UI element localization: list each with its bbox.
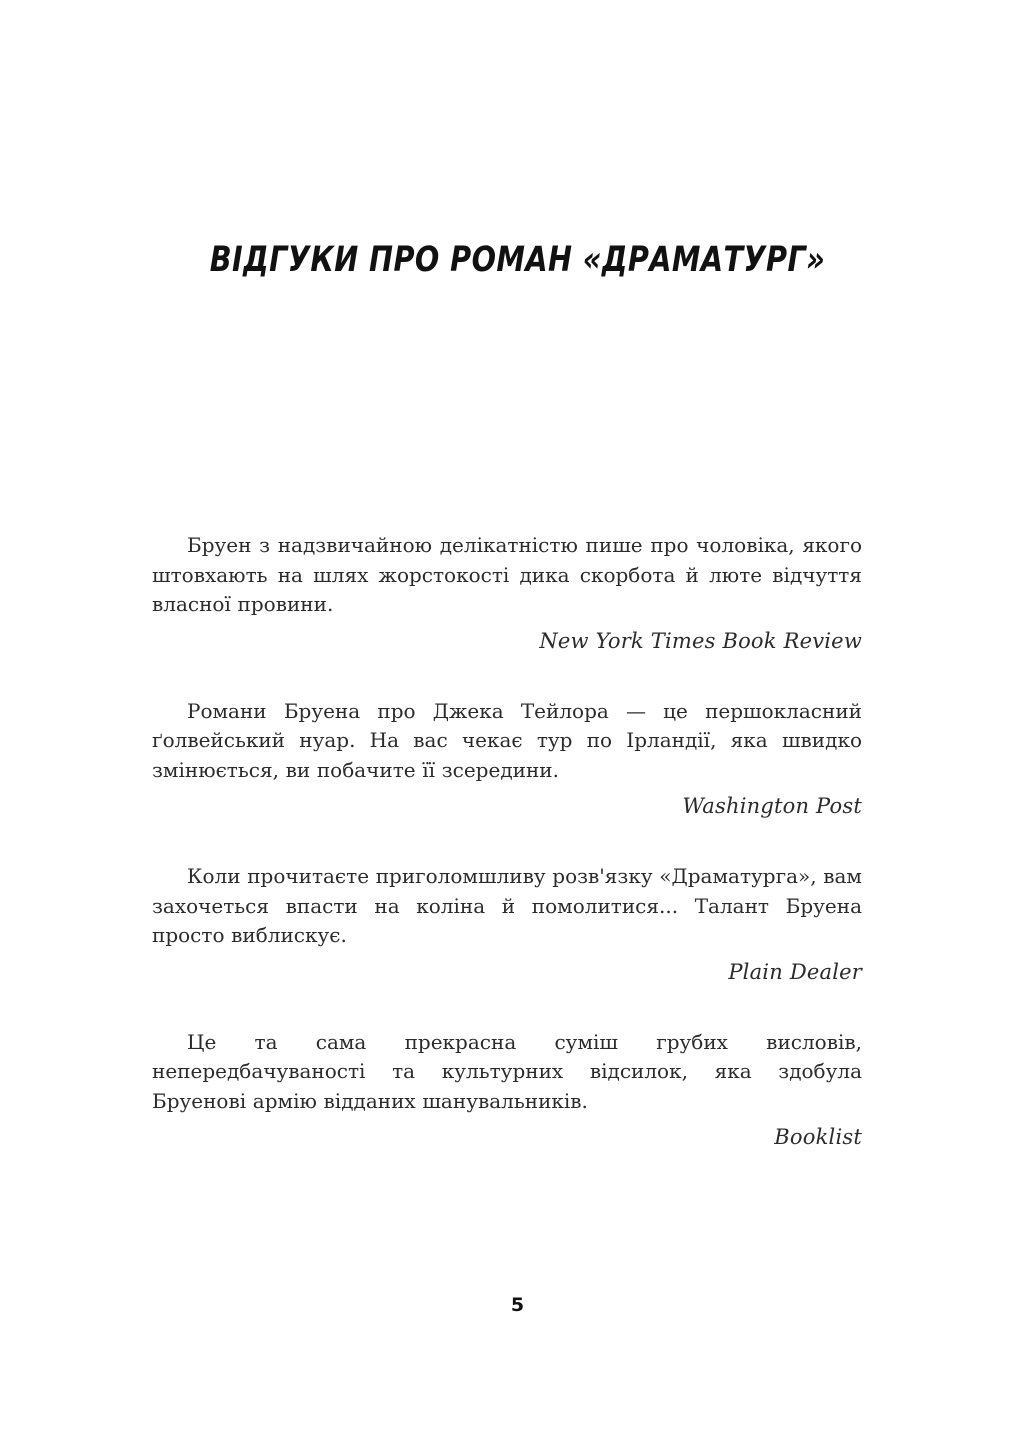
blurb-source-attribution: New York Times Book Review (539, 628, 862, 653)
blurb-item (152, 1028, 862, 1153)
blurb-source-attribution: Washington Post (682, 794, 862, 818)
blurb-quote-text: Це та сама прекрасна суміш грубих висловів, непередбачуваності та культурних відсилок, яка здобула Бруенові армію відданих шанувальників. (152, 1029, 862, 1113)
blurb-item (152, 862, 862, 987)
page-number: 5 (510, 1294, 525, 1316)
blurb-quote-text: Романи Бруена про Джека Тейлора — це першокласний ґолвейський нуар. На вас чекає тур по Ірландії, яка швидко змінюється, ви побачите її зсередини. (152, 698, 862, 782)
blurb-source-attribution: Booklist (774, 1125, 862, 1149)
page-title: ВІДГУКИ ПРО РОМАН «ДРАМАТУРГ» (209, 240, 826, 281)
blurb-item (152, 697, 862, 822)
blurb-list (152, 531, 862, 1152)
blurb-quote-text: Коли прочитаєте приголомшливу розв'язку «Драматурга», вам захочеться впасти на коліна й помолитися... Талант Бруена просто виблискує. (152, 864, 862, 947)
blurb-quote-text: Бруен з надзвичайною делікатністю пише про чоловіка, якого штовхають на шлях жорстокості дика скорбота й люте відчуття власної провини. (152, 533, 862, 616)
blurb-source-attribution: Plain Dealer (728, 959, 862, 984)
blurb-item (152, 531, 862, 656)
